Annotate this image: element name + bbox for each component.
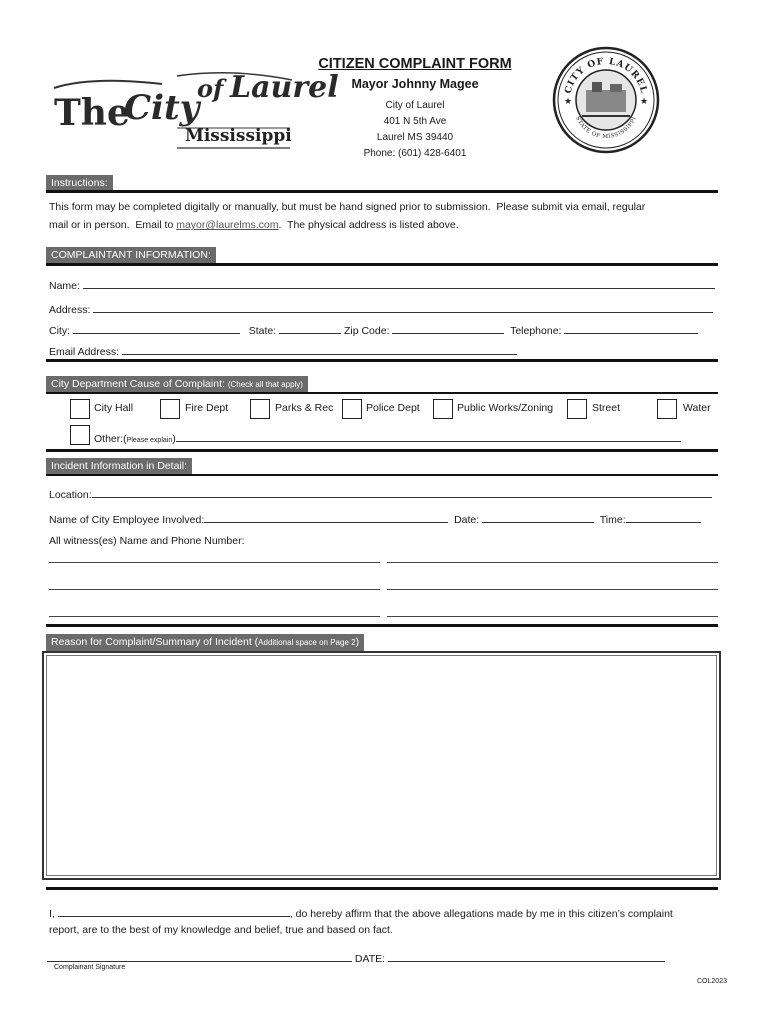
seal-graphic xyxy=(552,46,660,154)
address-line-4: Phone: (601) 428-6401 xyxy=(363,148,467,159)
city-logo xyxy=(52,66,339,152)
header-info xyxy=(300,56,530,159)
witness-line-3a[interactable] xyxy=(49,616,380,617)
address-row xyxy=(49,301,713,316)
email-label: Email Address: xyxy=(49,346,120,358)
address-line-2: 401 N 5th Ave xyxy=(383,116,447,127)
incident-date-field[interactable] xyxy=(482,511,594,523)
incident-date-label: Date: xyxy=(454,514,480,526)
signature-row xyxy=(47,950,665,965)
seal-top-text: CITY OF LAUREL xyxy=(563,56,649,95)
complainant-rule xyxy=(46,263,718,266)
incident-rule xyxy=(46,474,718,476)
checkbox-other[interactable] xyxy=(70,425,90,445)
signature-date-field[interactable] xyxy=(388,950,665,962)
city-seal xyxy=(552,46,660,154)
affirmation-rule xyxy=(46,887,718,890)
employee-row xyxy=(49,511,701,526)
city-label: City: xyxy=(49,325,70,337)
instructions-tab: Instructions: xyxy=(46,175,113,192)
checkbox-fire-dept[interactable] xyxy=(160,399,180,419)
address-line-1: City of Laurel xyxy=(385,100,445,111)
witness-line-1a[interactable] xyxy=(49,562,380,563)
telephone-field[interactable] xyxy=(564,322,698,334)
witness-line-3b[interactable] xyxy=(387,616,718,617)
department-tab-note: (Check all that apply) xyxy=(227,380,303,389)
signature-date-label: DATE: xyxy=(354,953,386,965)
department-rule xyxy=(46,392,718,394)
logo-city: City xyxy=(124,88,200,128)
other-note: Please explain xyxy=(126,437,173,444)
logo-state: Mississippi xyxy=(185,126,292,146)
label-street: Street xyxy=(592,402,621,414)
svg-text:★: ★ xyxy=(564,96,573,106)
label-police-dept: Police Dept xyxy=(366,402,420,414)
form-title: CITIZEN COMPLAINT FORM xyxy=(318,56,512,72)
svg-text:★: ★ xyxy=(640,96,649,106)
name-label: Name: xyxy=(49,280,80,292)
address-label: Address: xyxy=(49,304,91,316)
label-city-hall: City Hall xyxy=(94,402,134,414)
name-row xyxy=(49,277,715,292)
logo-the: The xyxy=(54,92,130,134)
checkbox-water[interactable] xyxy=(657,399,677,419)
reason-tab xyxy=(46,634,364,651)
checkbox-city-hall[interactable] xyxy=(70,399,90,419)
email-row xyxy=(49,343,517,358)
instructions-line-2 xyxy=(49,219,459,231)
witness-line-1b[interactable] xyxy=(387,562,718,563)
complainant-tab: COMPLAINTANT INFORMATION: xyxy=(46,247,216,264)
instructions-text: mail or in person. Email to xyxy=(49,219,177,231)
state-label: State: xyxy=(248,325,277,337)
employee-field[interactable] xyxy=(204,511,448,523)
logo-laurel: Laurel xyxy=(230,70,339,105)
checkbox-police-dept[interactable] xyxy=(342,399,362,419)
incident-time-label: Time: xyxy=(599,514,626,526)
label-parks-rec: Parks & Rec xyxy=(275,402,334,414)
instructions-text-end: . The physical address is listed above. xyxy=(278,219,459,231)
label-public-works: Public Works/Zoning xyxy=(457,402,554,414)
instructions-line-1: This form may be completed digitally or manually, but must be hand signed prior to submission. Please submit via email, regular xyxy=(49,201,646,213)
name-field[interactable] xyxy=(83,277,715,289)
reason-textarea[interactable] xyxy=(42,651,721,880)
checkbox-public-works[interactable] xyxy=(433,399,453,419)
address-field[interactable] xyxy=(93,301,713,313)
logo-of: of xyxy=(197,74,224,103)
instructions-rule xyxy=(46,190,718,193)
witness-line-2b[interactable] xyxy=(387,589,718,590)
other-label: Other:( xyxy=(94,433,127,445)
complainant-bottom-rule xyxy=(46,359,718,362)
telephone-label: Telephone: xyxy=(510,325,562,337)
signature-field[interactable] xyxy=(47,950,352,962)
affirmation-line-1 xyxy=(49,905,673,920)
department-tab xyxy=(46,376,308,393)
other-field[interactable] xyxy=(176,430,681,442)
location-label: Location: xyxy=(49,489,92,501)
form-code: COL2023 xyxy=(697,978,727,985)
zip-field[interactable] xyxy=(392,322,504,334)
affirmation-line-2: report, are to the best of my knowledge and belief, true and based on fact. xyxy=(49,924,393,936)
city-field[interactable] xyxy=(73,322,240,334)
checkbox-parks-rec[interactable] xyxy=(250,399,270,419)
zip-label: Zip Code: xyxy=(343,325,390,337)
label-fire-dept: Fire Dept xyxy=(185,402,229,414)
department-tab-label: City Department Cause of Complaint: xyxy=(51,378,228,390)
address-line-3: Laurel MS 39440 xyxy=(376,132,454,143)
incident-tab: Incident Information in Detail: xyxy=(46,458,192,475)
other-close: ) xyxy=(172,433,176,445)
location-row xyxy=(49,486,712,501)
incident-bottom-rule xyxy=(46,624,718,627)
other-row xyxy=(94,430,681,445)
witness-line-2a[interactable] xyxy=(49,589,380,590)
location-field[interactable] xyxy=(92,486,712,498)
department-bottom-rule xyxy=(46,449,718,452)
city-row xyxy=(49,322,698,337)
affirmation-prefix: I, xyxy=(49,908,55,920)
email-field[interactable] xyxy=(122,343,517,355)
checkbox-street[interactable] xyxy=(567,399,587,419)
label-water: Water xyxy=(683,402,711,414)
state-field[interactable] xyxy=(279,322,341,334)
incident-time-field[interactable] xyxy=(626,511,701,523)
mayor-name: Mayor Johnny Magee xyxy=(351,77,479,91)
signature-label: Complainant Signature xyxy=(54,964,126,971)
seal-bottom-text: STATE OF MISSISSIPPI xyxy=(574,115,638,141)
reason-tab-close: ) xyxy=(355,636,360,648)
affirmation-text-1: , do hereby affirm that the above allegations made by me in this citizen’s complaint xyxy=(289,908,673,920)
witness-label: All witness(es) Name and Phone Number: xyxy=(49,535,245,547)
reason-tab-note: Additional space on Page 2 xyxy=(258,638,356,647)
affirmant-name-field[interactable] xyxy=(58,905,290,917)
email-link[interactable]: mayor@laurelms.com xyxy=(176,219,279,231)
reason-tab-label: Reason for Complaint/Summary of Incident ( xyxy=(51,636,259,648)
employee-label: Name of City Employee Involved: xyxy=(49,514,205,526)
